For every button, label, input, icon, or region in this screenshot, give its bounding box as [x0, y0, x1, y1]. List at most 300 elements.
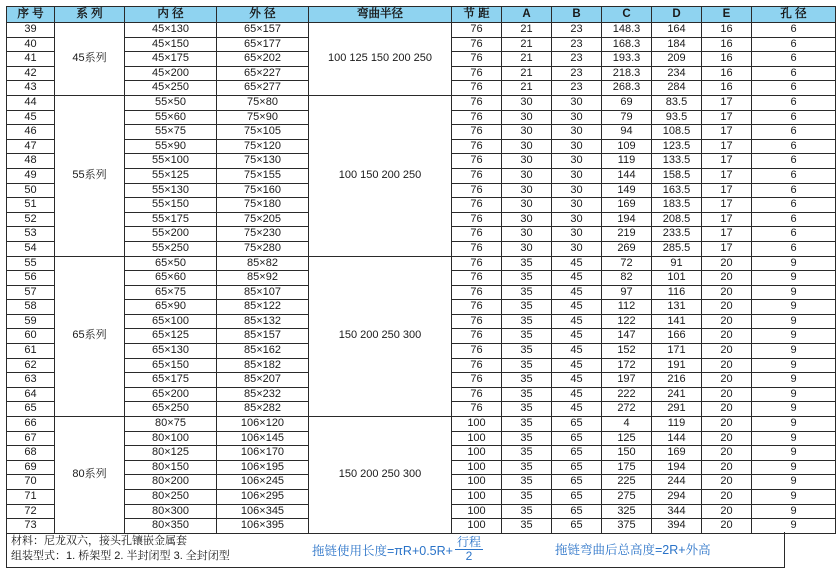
inner-size: 65×90 [125, 300, 217, 315]
dim-e: 17 [702, 227, 752, 242]
dim-c: 72 [602, 256, 652, 271]
hole-dia: 6 [752, 212, 836, 227]
dim-d: 183.5 [652, 198, 702, 213]
footer-notes [6, 532, 785, 568]
dim-d: 119 [652, 417, 702, 432]
dim-b: 23 [552, 52, 602, 67]
dim-a: 30 [502, 198, 552, 213]
dim-d: 83.5 [652, 95, 702, 110]
dim-d: 91 [652, 256, 702, 271]
dim-c: 218.3 [602, 66, 652, 81]
dim-c: 269 [602, 241, 652, 256]
row-index: 63 [7, 373, 55, 388]
dim-d: 169 [652, 446, 702, 461]
dim-e: 20 [702, 373, 752, 388]
dim-d: 141 [652, 314, 702, 329]
inner-size: 55×75 [125, 125, 217, 140]
dim-b: 45 [552, 373, 602, 388]
dim-a: 35 [502, 446, 552, 461]
dim-c: 172 [602, 358, 652, 373]
length-formula-prefix: 拖链使用长度=πR+0.5R+ [312, 543, 453, 558]
dim-d: 108.5 [652, 125, 702, 140]
inner-size: 65×175 [125, 373, 217, 388]
outer-size: 85×82 [217, 256, 309, 271]
hole-dia: 6 [752, 168, 836, 183]
dim-c: 150 [602, 446, 652, 461]
pitch: 76 [452, 23, 502, 38]
dim-b: 45 [552, 300, 602, 315]
hole-dia: 9 [752, 373, 836, 388]
dim-b: 23 [552, 23, 602, 38]
dim-c: 375 [602, 519, 652, 534]
dim-d: 123.5 [652, 139, 702, 154]
dim-e: 20 [702, 387, 752, 402]
inner-size: 55×125 [125, 168, 217, 183]
dim-c: 225 [602, 475, 652, 490]
row-index: 69 [7, 460, 55, 475]
outer-size: 65×202 [217, 52, 309, 67]
dim-d: 209 [652, 52, 702, 67]
pitch: 76 [452, 256, 502, 271]
inner-size: 80×125 [125, 446, 217, 461]
outer-size: 106×195 [217, 460, 309, 475]
dim-a: 35 [502, 402, 552, 417]
hole-dia: 6 [752, 198, 836, 213]
dim-a: 35 [502, 373, 552, 388]
material-note: 材料：尼龙双六，接头孔镶嵌金属套 [11, 535, 187, 547]
hole-dia: 9 [752, 446, 836, 461]
dim-b: 45 [552, 271, 602, 286]
dim-d: 244 [652, 475, 702, 490]
pitch: 76 [452, 139, 502, 154]
dim-d: 166 [652, 329, 702, 344]
bend-radius-cell: 100 125 150 200 250 [309, 23, 452, 96]
dim-b: 45 [552, 358, 602, 373]
dim-c: 82 [602, 271, 652, 286]
hole-dia: 6 [752, 183, 836, 198]
outer-size: 85×132 [217, 314, 309, 329]
outer-size: 75×230 [217, 227, 309, 242]
dim-d: 163.5 [652, 183, 702, 198]
dim-b: 45 [552, 344, 602, 359]
row-index: 44 [7, 95, 55, 110]
pitch: 100 [452, 490, 502, 505]
outer-size: 65×277 [217, 81, 309, 96]
pitch: 76 [452, 125, 502, 140]
dim-c: 125 [602, 431, 652, 446]
inner-size: 65×200 [125, 387, 217, 402]
dim-e: 16 [702, 66, 752, 81]
outer-size: 75×160 [217, 183, 309, 198]
outer-size: 106×295 [217, 490, 309, 505]
pitch: 76 [452, 95, 502, 110]
pitch: 100 [452, 431, 502, 446]
hole-dia: 6 [752, 154, 836, 169]
dim-b: 65 [552, 490, 602, 505]
dim-d: 208.5 [652, 212, 702, 227]
row-index: 60 [7, 329, 55, 344]
pitch: 100 [452, 475, 502, 490]
pitch: 76 [452, 329, 502, 344]
dim-c: 122 [602, 314, 652, 329]
inner-size: 65×60 [125, 271, 217, 286]
dim-c: 169 [602, 198, 652, 213]
inner-size: 80×250 [125, 490, 217, 505]
dim-c: 94 [602, 125, 652, 140]
inner-size: 55×60 [125, 110, 217, 125]
dim-b: 30 [552, 212, 602, 227]
outer-size: 85×122 [217, 300, 309, 315]
dim-b: 45 [552, 402, 602, 417]
table-row [7, 417, 836, 432]
inner-size: 45×150 [125, 37, 217, 52]
inner-size: 55×175 [125, 212, 217, 227]
dim-d: 241 [652, 387, 702, 402]
dim-a: 30 [502, 154, 552, 169]
header-b: B [552, 7, 602, 23]
hole-dia: 9 [752, 256, 836, 271]
dim-b: 30 [552, 139, 602, 154]
dim-d: 233.5 [652, 227, 702, 242]
outer-size: 85×107 [217, 285, 309, 300]
outer-size: 106×245 [217, 475, 309, 490]
pitch: 76 [452, 183, 502, 198]
spec-table-container [6, 6, 807, 534]
dim-c: 112 [602, 300, 652, 315]
dim-e: 20 [702, 460, 752, 475]
bend-radius-cell: 150 200 250 300 [309, 256, 452, 417]
dim-e: 17 [702, 212, 752, 227]
inner-size: 55×250 [125, 241, 217, 256]
row-index: 51 [7, 198, 55, 213]
outer-size: 85×232 [217, 387, 309, 402]
series-cell: 45系列 [55, 23, 125, 96]
dim-c: 97 [602, 285, 652, 300]
dim-c: 222 [602, 387, 652, 402]
hole-dia: 9 [752, 460, 836, 475]
dim-d: 171 [652, 344, 702, 359]
outer-size: 65×177 [217, 37, 309, 52]
row-index: 65 [7, 402, 55, 417]
dim-a: 21 [502, 66, 552, 81]
dim-a: 30 [502, 212, 552, 227]
fraction-denominator: 2 [465, 549, 473, 563]
hole-dia: 9 [752, 475, 836, 490]
hole-dia: 9 [752, 358, 836, 373]
dim-d: 116 [652, 285, 702, 300]
dim-c: 147 [602, 329, 652, 344]
dim-e: 16 [702, 23, 752, 38]
inner-size: 55×100 [125, 154, 217, 169]
outer-size: 75×205 [217, 212, 309, 227]
header-inner-size: 内 径 [125, 7, 217, 23]
dim-a: 35 [502, 431, 552, 446]
pitch: 76 [452, 314, 502, 329]
dim-b: 45 [552, 387, 602, 402]
row-index: 55 [7, 256, 55, 271]
dim-d: 158.5 [652, 168, 702, 183]
row-index: 53 [7, 227, 55, 242]
header-e: E [702, 7, 752, 23]
dim-e: 17 [702, 139, 752, 154]
bend-radius-cell: 150 200 250 300 [309, 417, 452, 534]
hole-dia: 9 [752, 300, 836, 315]
dim-b: 30 [552, 110, 602, 125]
inner-size: 80×350 [125, 519, 217, 534]
dim-e: 20 [702, 271, 752, 286]
pitch: 76 [452, 168, 502, 183]
dim-a: 35 [502, 271, 552, 286]
dim-b: 65 [552, 475, 602, 490]
pitch: 100 [452, 446, 502, 461]
table-body [7, 23, 836, 534]
dim-c: 325 [602, 504, 652, 519]
dim-a: 35 [502, 460, 552, 475]
dim-d: 285.5 [652, 241, 702, 256]
outer-size: 75×120 [217, 139, 309, 154]
pitch: 76 [452, 81, 502, 96]
dim-a: 21 [502, 37, 552, 52]
hole-dia: 6 [752, 227, 836, 242]
header-bend-radius: 弯曲半径 [309, 7, 452, 23]
row-index: 41 [7, 52, 55, 67]
outer-size: 75×80 [217, 95, 309, 110]
dim-a: 30 [502, 241, 552, 256]
dim-b: 45 [552, 256, 602, 271]
row-index: 39 [7, 23, 55, 38]
inner-size: 65×50 [125, 256, 217, 271]
hole-dia: 6 [752, 81, 836, 96]
dim-d: 394 [652, 519, 702, 534]
pitch: 76 [452, 241, 502, 256]
dim-c: 152 [602, 344, 652, 359]
dim-b: 65 [552, 417, 602, 432]
hole-dia: 9 [752, 344, 836, 359]
table-row [7, 256, 836, 271]
row-index: 67 [7, 431, 55, 446]
dim-c: 149 [602, 183, 652, 198]
dim-b: 65 [552, 460, 602, 475]
dim-d: 164 [652, 23, 702, 38]
pitch: 76 [452, 52, 502, 67]
row-index: 62 [7, 358, 55, 373]
inner-size: 65×100 [125, 314, 217, 329]
dim-c: 109 [602, 139, 652, 154]
dim-a: 35 [502, 490, 552, 505]
dim-a: 30 [502, 110, 552, 125]
bend-radius-cell: 100 150 200 250 [309, 95, 452, 256]
dim-b: 65 [552, 504, 602, 519]
dim-b: 65 [552, 431, 602, 446]
header-c: C [602, 7, 652, 23]
inner-size: 55×130 [125, 183, 217, 198]
dim-e: 20 [702, 490, 752, 505]
outer-size: 106×170 [217, 446, 309, 461]
dim-c: 4 [602, 417, 652, 432]
dim-a: 35 [502, 344, 552, 359]
hole-dia: 6 [752, 110, 836, 125]
row-index: 71 [7, 490, 55, 505]
notes-block [11, 534, 230, 564]
dim-a: 35 [502, 387, 552, 402]
outer-size: 106×395 [217, 519, 309, 534]
dim-a: 35 [502, 475, 552, 490]
dim-a: 35 [502, 285, 552, 300]
dim-d: 144 [652, 431, 702, 446]
inner-size: 45×200 [125, 66, 217, 81]
dim-e: 17 [702, 183, 752, 198]
dim-e: 17 [702, 110, 752, 125]
pitch: 76 [452, 227, 502, 242]
outer-size: 85×92 [217, 271, 309, 286]
outer-size: 85×157 [217, 329, 309, 344]
pitch: 100 [452, 519, 502, 534]
dim-e: 17 [702, 125, 752, 140]
outer-size: 75×105 [217, 125, 309, 140]
pitch: 100 [452, 504, 502, 519]
dim-c: 219 [602, 227, 652, 242]
row-index: 58 [7, 300, 55, 315]
inner-size: 80×200 [125, 475, 217, 490]
dim-d: 191 [652, 358, 702, 373]
pitch: 100 [452, 417, 502, 432]
dim-e: 20 [702, 475, 752, 490]
pitch: 76 [452, 402, 502, 417]
pitch: 76 [452, 373, 502, 388]
dim-b: 23 [552, 81, 602, 96]
row-index: 61 [7, 344, 55, 359]
dim-d: 291 [652, 402, 702, 417]
hole-dia: 9 [752, 519, 836, 534]
dim-c: 272 [602, 402, 652, 417]
dim-d: 344 [652, 504, 702, 519]
assembly-note: 组装型式：1. 桥架型 2. 半封闭型 3. 全封闭型 [11, 550, 230, 562]
dim-a: 21 [502, 52, 552, 67]
pitch: 76 [452, 300, 502, 315]
pitch: 76 [452, 37, 502, 52]
dim-c: 193.3 [602, 52, 652, 67]
dim-d: 184 [652, 37, 702, 52]
dim-d: 294 [652, 490, 702, 505]
dim-c: 69 [602, 95, 652, 110]
dim-d: 284 [652, 81, 702, 96]
row-index: 66 [7, 417, 55, 432]
pitch: 76 [452, 358, 502, 373]
dim-b: 30 [552, 95, 602, 110]
table-row [7, 95, 836, 110]
dim-b: 30 [552, 168, 602, 183]
row-index: 70 [7, 475, 55, 490]
inner-size: 55×50 [125, 95, 217, 110]
row-index: 57 [7, 285, 55, 300]
pitch: 76 [452, 110, 502, 125]
dim-b: 30 [552, 183, 602, 198]
dim-d: 101 [652, 271, 702, 286]
dim-e: 20 [702, 519, 752, 534]
hole-dia: 6 [752, 23, 836, 38]
row-index: 59 [7, 314, 55, 329]
header-outer-size: 外 径 [217, 7, 309, 23]
dim-e: 20 [702, 314, 752, 329]
dim-d: 93.5 [652, 110, 702, 125]
dim-e: 20 [702, 446, 752, 461]
dim-b: 30 [552, 241, 602, 256]
dim-a: 30 [502, 139, 552, 154]
outer-size: 106×120 [217, 417, 309, 432]
drag-chain-spec-table [6, 6, 836, 534]
row-index: 42 [7, 66, 55, 81]
hole-dia: 9 [752, 490, 836, 505]
hole-dia: 9 [752, 329, 836, 344]
dim-e: 16 [702, 37, 752, 52]
dim-a: 35 [502, 519, 552, 534]
length-formula [312, 536, 483, 563]
hole-dia: 6 [752, 241, 836, 256]
dim-a: 21 [502, 23, 552, 38]
header-index: 序 号 [7, 7, 55, 23]
pitch: 76 [452, 154, 502, 169]
inner-size: 45×250 [125, 81, 217, 96]
header-series: 系 列 [55, 7, 125, 23]
row-index: 47 [7, 139, 55, 154]
row-index: 46 [7, 125, 55, 140]
dim-e: 20 [702, 300, 752, 315]
dim-a: 35 [502, 300, 552, 315]
hole-dia: 6 [752, 125, 836, 140]
table-row [7, 23, 836, 38]
row-index: 73 [7, 519, 55, 534]
dim-a: 30 [502, 125, 552, 140]
pitch: 100 [452, 460, 502, 475]
dim-a: 30 [502, 168, 552, 183]
pitch: 76 [452, 271, 502, 286]
inner-size: 45×175 [125, 52, 217, 67]
dim-c: 275 [602, 490, 652, 505]
hole-dia: 9 [752, 417, 836, 432]
dim-d: 194 [652, 460, 702, 475]
series-cell: 55系列 [55, 95, 125, 256]
outer-size: 85×207 [217, 373, 309, 388]
dim-e: 16 [702, 81, 752, 96]
dim-e: 17 [702, 95, 752, 110]
hole-dia: 9 [752, 314, 836, 329]
dim-c: 119 [602, 154, 652, 169]
dim-c: 168.3 [602, 37, 652, 52]
dim-e: 20 [702, 285, 752, 300]
dim-b: 23 [552, 66, 602, 81]
series-cell: 80系列 [55, 417, 125, 534]
dim-b: 45 [552, 314, 602, 329]
dim-e: 20 [702, 504, 752, 519]
pitch: 76 [452, 344, 502, 359]
outer-size: 75×280 [217, 241, 309, 256]
pitch: 76 [452, 66, 502, 81]
outer-size: 75×155 [217, 168, 309, 183]
outer-size: 65×157 [217, 23, 309, 38]
hole-dia: 9 [752, 271, 836, 286]
dim-a: 35 [502, 256, 552, 271]
dim-b: 30 [552, 154, 602, 169]
hole-dia: 6 [752, 37, 836, 52]
inner-size: 80×150 [125, 460, 217, 475]
outer-size: 106×145 [217, 431, 309, 446]
series-cell: 65系列 [55, 256, 125, 417]
dim-b: 23 [552, 37, 602, 52]
inner-size: 80×100 [125, 431, 217, 446]
outer-size: 75×180 [217, 198, 309, 213]
row-index: 48 [7, 154, 55, 169]
dim-a: 30 [502, 227, 552, 242]
